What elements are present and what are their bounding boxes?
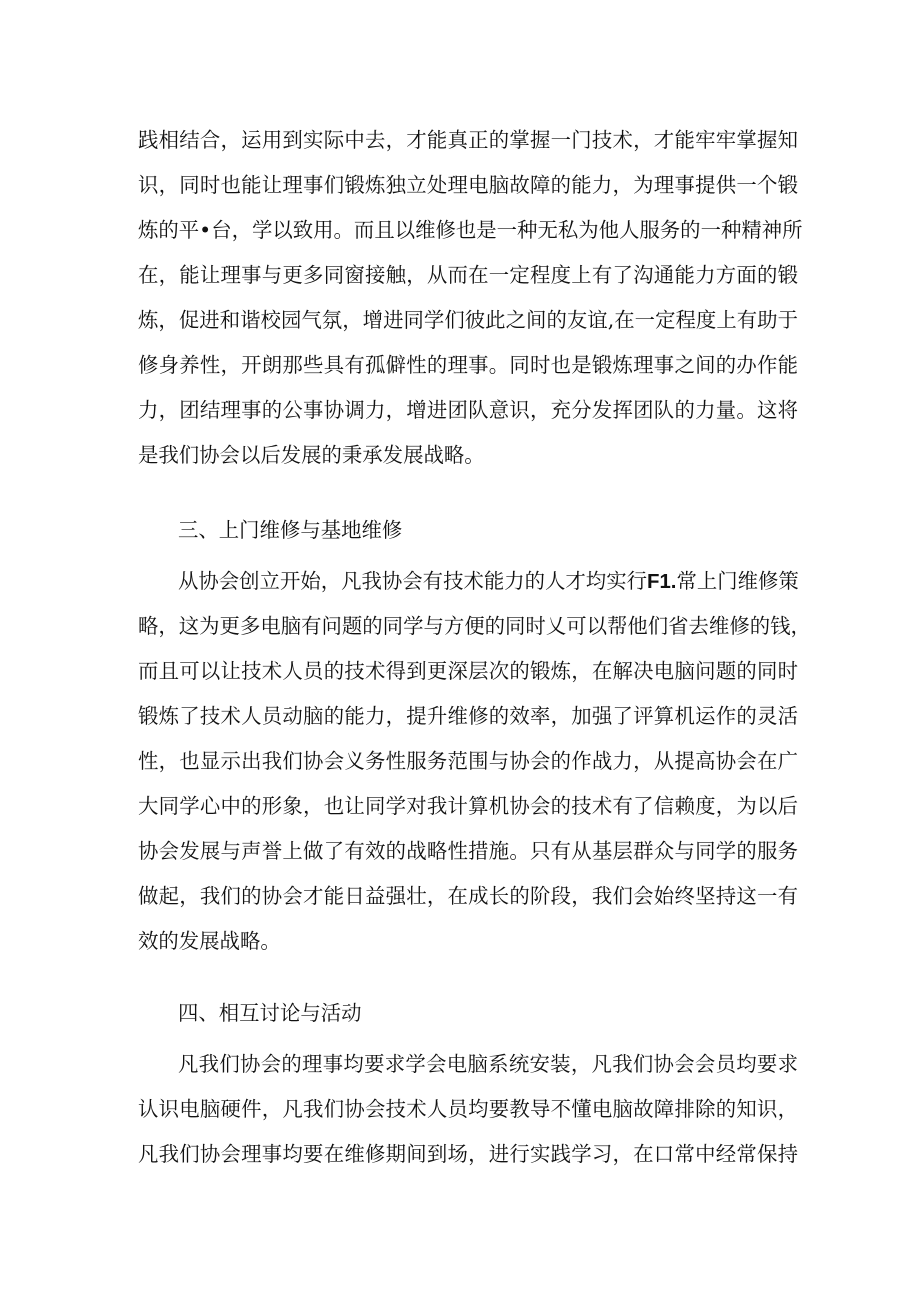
body-text-line [178,562,798,600]
body-text-line: 大同学心中的形象，也让同学对我计算机协会的技术有了信赖度，为以后 [138,794,798,818]
body-text-line: 炼，促进和谐校园气氛，增进同学们彼此之间的友谊,在一定程度上有助于 [138,308,798,332]
body-text-line: 认识电脑硬件，凡我们协会技术人员均要教导不懂电脑故障排除的知识， [138,1097,798,1121]
body-text-line: 协会发展与声誉上做了有效的战略性措施。只有从基层群众与同学的服务 [138,839,798,863]
section-heading: 三、上门维修与基地维修 [178,518,403,542]
body-text-line: 是我们协会以后发展的秉承发展战略。 [138,443,485,467]
body-text-line: 修身养性，开朗那些具有孤僻性的理事。同时也是锻炼理事之间的办作能 [138,353,798,377]
body-text-line: 力，团结理事的公事协调力，增进团队意识，充分发挥团队的力量。这将 [138,398,798,422]
body-text-line: 凡我们协会理事均要在维修期间到场，进行实践学习，在口常中经常保持 [138,1142,798,1166]
body-text-line: 在，能让理事与更多同窗接触，从而在一定程度上有了沟通能力方面的锻 [138,263,798,287]
body-text-line: 效的发展战略。 [138,929,281,953]
body-text-line: 而且可以让技术人员的技术得到更深层次的锻炼，在解决电脑问题的同时 [138,659,798,683]
body-text-line: 践相结合，运用到实际中去，才能真正的掌握一门技术，才能牢牢掌握知 [138,128,798,152]
text-run-bold: F1. [646,571,677,593]
body-text-line: 凡我们协会的理事均要求学会电脑系统安装，凡我们协会会员均要求 [178,1052,798,1076]
body-text-line: 做起，我们的协会才能日益强壮，在成长的阶段，我们会始终坚持这一有 [138,884,798,908]
body-text-line: 略，这为更多电脑有问题的同学与方便的同时乂可以帮他们省去维修的钱， [138,614,811,638]
body-text-line: 性，也显示出我们协会义务性服务范围与协会的作战力，从提高协会在广 [138,749,798,773]
body-text-line: 锻炼了技术人员动脑的能力，提升维修的效率，加强了评算机运作的灵活 [138,704,798,728]
body-text-line: 识，同时也能让理事们锻炼独立处理电脑故障的能力，为理事提供一个锻 [138,173,798,197]
text-run: 常上门维修策 [676,569,799,593]
section-heading: 四、相互讨论与活动 [178,1001,362,1025]
body-text-line: 炼的平•台，学以致用。而且以维修也是一种无私为他人服务的一种精神所 [138,218,803,242]
text-run: 从协会创立开始，凡我协会有技术能力的人才均实行 [178,569,647,593]
